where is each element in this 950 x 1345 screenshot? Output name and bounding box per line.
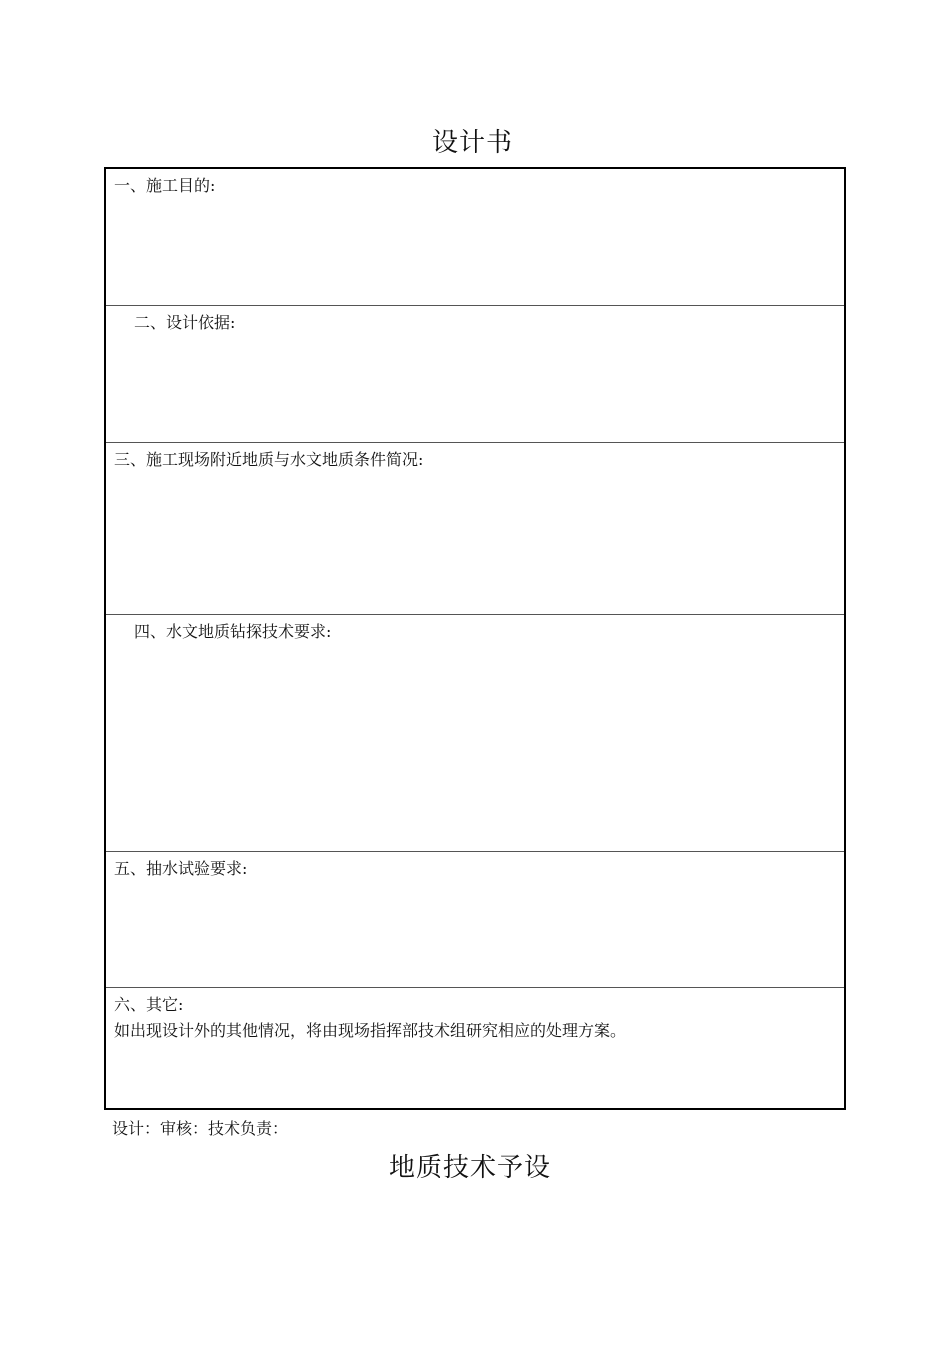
section-heading: 五、抽水试验要求: <box>114 859 248 878</box>
section-heading: 一、施工目的: <box>114 176 216 195</box>
section-design-basis <box>106 306 844 443</box>
section-other <box>106 988 844 1108</box>
section-site-geology-overview <box>106 443 844 615</box>
section-body-text: 如出现设计外的其他情况，将由现场指挥部技术组研究相应的处理方案。 <box>114 1021 627 1040</box>
document-title: 设计书 <box>431 128 513 158</box>
footer-title: 地质技术予设 <box>388 1153 551 1183</box>
section-heading: 三、施工现场附近地质与水文地质条件简况: <box>114 450 424 469</box>
section-pumping-test-requirements <box>106 852 844 988</box>
section-construction-purpose <box>106 169 844 306</box>
design-form-table <box>104 167 846 1110</box>
section-heading: 四、水文地质钻探技术要求: <box>134 622 332 641</box>
section-heading: 二、设计依据: <box>134 313 236 332</box>
section-heading: 六、其它: <box>114 995 184 1014</box>
section-drilling-requirements <box>106 615 844 852</box>
signature-line: 设计：审核：技术负责： <box>112 1119 289 1138</box>
